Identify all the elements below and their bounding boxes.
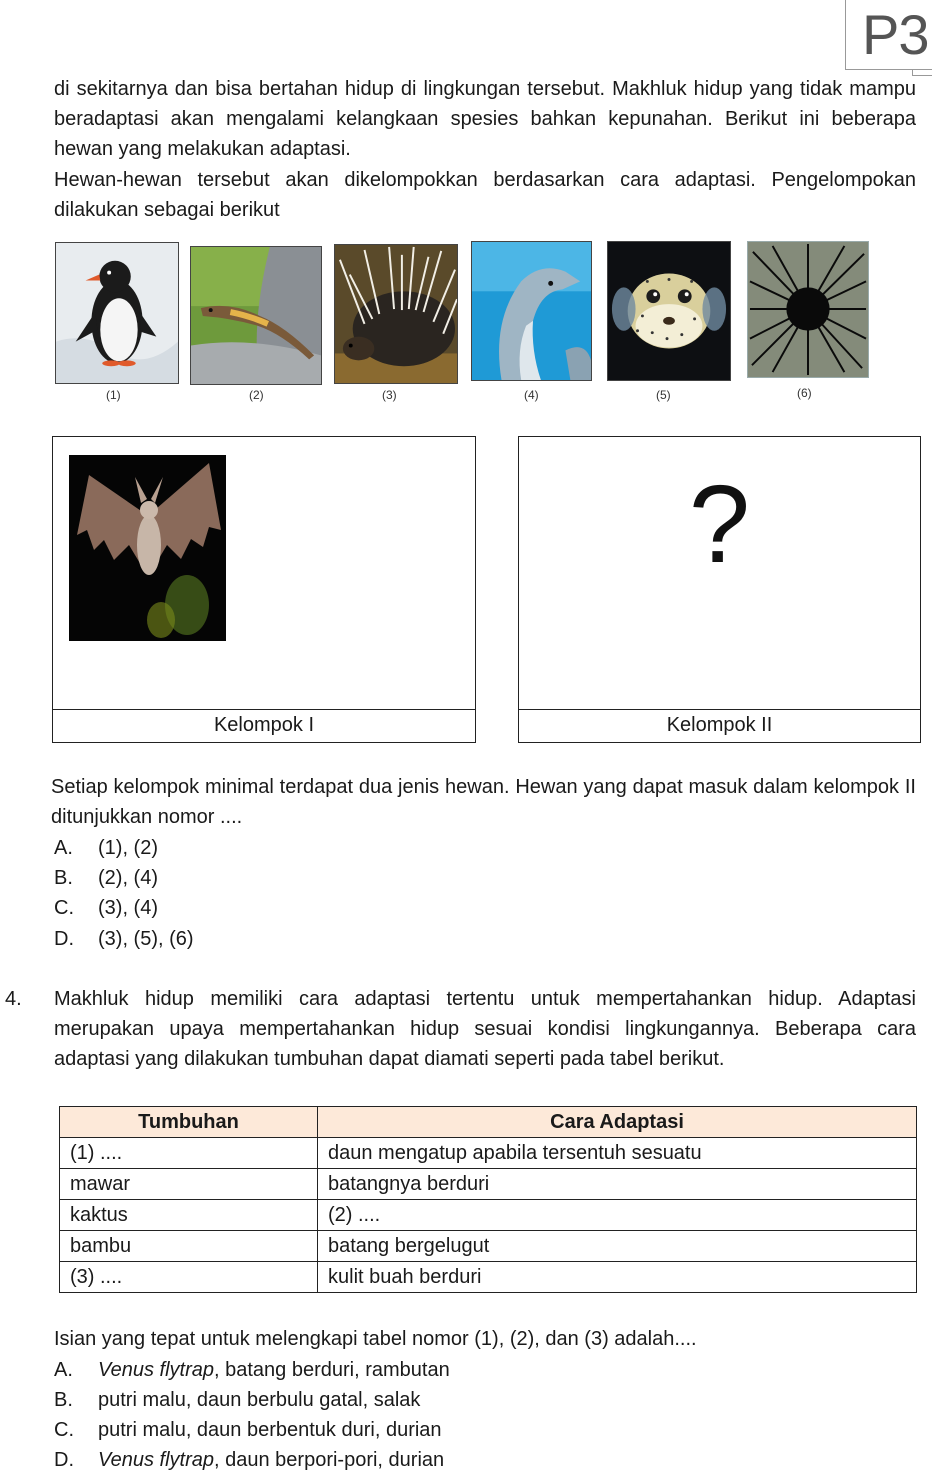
table-cell-plant: kaktus: [60, 1200, 318, 1231]
table-header-tumbuhan: Tumbuhan: [60, 1107, 318, 1138]
penguin-image: [55, 242, 179, 384]
animal-number-4: (4): [524, 388, 539, 402]
lizard-image: [190, 246, 322, 385]
q3-option-letter: C.: [54, 897, 74, 919]
table-cell-adaptation: daun mengatup apabila tersentuh sesuatu: [318, 1138, 917, 1169]
table-header-row: [60, 1107, 917, 1138]
intro-paragraph-1: di sekitarnya dan bisa bertahan hidup di lingkungan tersebut. Makhluk hidup yang tidak mampu beradaptasi akan mengalami kelangkaan spesies bahkan kepunahan. Berikut ini beberapa hewan yang melakukan adaptasi.: [54, 78, 916, 160]
q4-option-text: , batang berduri, rambutan: [214, 1359, 450, 1381]
q3-option-d[interactable]: [54, 924, 194, 954]
q4-option-a[interactable]: [54, 1355, 450, 1385]
q4-option-d[interactable]: [54, 1445, 444, 1475]
page-badge: [845, 0, 932, 70]
q4-option-b[interactable]: [54, 1385, 420, 1415]
page-badge-label: P3: [862, 3, 929, 66]
q3-option-letter: A.: [54, 837, 73, 859]
table-row: [60, 1169, 917, 1200]
q3-option-a[interactable]: [54, 833, 158, 863]
pufferfish-image: [607, 241, 731, 381]
animal-number-2: (2): [249, 388, 264, 402]
adaptation-table: [59, 1106, 917, 1293]
table-cell-adaptation: kulit buah berduri: [318, 1262, 917, 1293]
q3-option-text: (3), (5), (6): [98, 928, 194, 950]
q4-option-italic: Venus flytrap: [98, 1449, 214, 1471]
table-cell-plant: (1) ....: [60, 1138, 318, 1169]
q3-option-b[interactable]: [54, 863, 158, 893]
intro-paragraph-2: Hewan-hewan tersebut akan dikelompokkan berdasarkan cara adaptasi. Pengelompokan dilakukan sebagai berikut: [54, 169, 916, 221]
q4-option-italic: Venus flytrap: [98, 1359, 214, 1381]
table-cell-adaptation: (2) ....: [318, 1200, 917, 1231]
animal-number-3: (3): [382, 388, 397, 402]
table-cell-plant: bambu: [60, 1231, 318, 1262]
q3-option-c[interactable]: [54, 893, 158, 923]
animal-number-6: (6): [797, 386, 812, 400]
table-row: [60, 1231, 917, 1262]
q4-stem: Makhluk hidup memiliki cara adaptasi tertentu untuk mempertahankan hidup. Adaptasi merupakan upaya mempertahankan hidup sesuai kondisi lingkungannya. Beberapa cara adaptasi yang dilakukan tumbuhan dapat diamati seperti pada tabel berikut.: [54, 988, 916, 1070]
q4-number: 4.: [5, 988, 22, 1010]
q4-option-letter: B.: [54, 1389, 73, 1411]
q3-option-letter: B.: [54, 867, 73, 889]
group-2-box: [518, 436, 921, 743]
q3-option-text: (1), (2): [98, 837, 158, 859]
q4-question: Isian yang tepat untuk melengkapi tabel nomor (1), (2), dan (3) adalah....: [54, 1328, 697, 1350]
table-cell-adaptation: batang bergelugut: [318, 1231, 917, 1262]
table-row: [60, 1138, 917, 1169]
q3-option-text: (3), (4): [98, 897, 158, 919]
table-row: [60, 1200, 917, 1231]
q4-option-text: , daun berpori-pori, durian: [214, 1449, 445, 1471]
dolphin-image: [471, 241, 592, 381]
animal-number-5: (5): [656, 388, 671, 402]
question-mark: ?: [688, 463, 751, 586]
sea-urchin-image: [747, 241, 869, 378]
q4-option-letter: C.: [54, 1419, 74, 1441]
animal-number-1: (1): [106, 388, 121, 402]
group-2-label: Kelompok II: [519, 709, 920, 742]
bat-image: [69, 455, 226, 641]
table-row: [60, 1262, 917, 1293]
q4-option-letter: A.: [54, 1359, 73, 1381]
q3-stem: Setiap kelompok minimal terdapat dua jenis hewan. Hewan yang dapat masuk dalam kelompok II ditunjukkan nomor ....: [51, 776, 916, 828]
q3-option-letter: D.: [54, 928, 74, 950]
group-1-box: [52, 436, 476, 743]
q3-option-text: (2), (4): [98, 867, 158, 889]
table-cell-plant: mawar: [60, 1169, 318, 1200]
q4-option-text: putri malu, daun berbulu gatal, salak: [98, 1389, 421, 1411]
table-cell-plant: (3) ....: [60, 1262, 318, 1293]
q4-option-c[interactable]: [54, 1415, 442, 1445]
table-cell-adaptation: batangnya berduri: [318, 1169, 917, 1200]
q4-option-text: putri malu, daun berbentuk duri, durian: [98, 1419, 442, 1441]
q4-option-letter: D.: [54, 1449, 74, 1471]
porcupine-image: [334, 244, 458, 384]
group-1-label: Kelompok I: [53, 709, 475, 742]
table-header-cara-adaptasi: Cara Adaptasi: [318, 1107, 917, 1138]
